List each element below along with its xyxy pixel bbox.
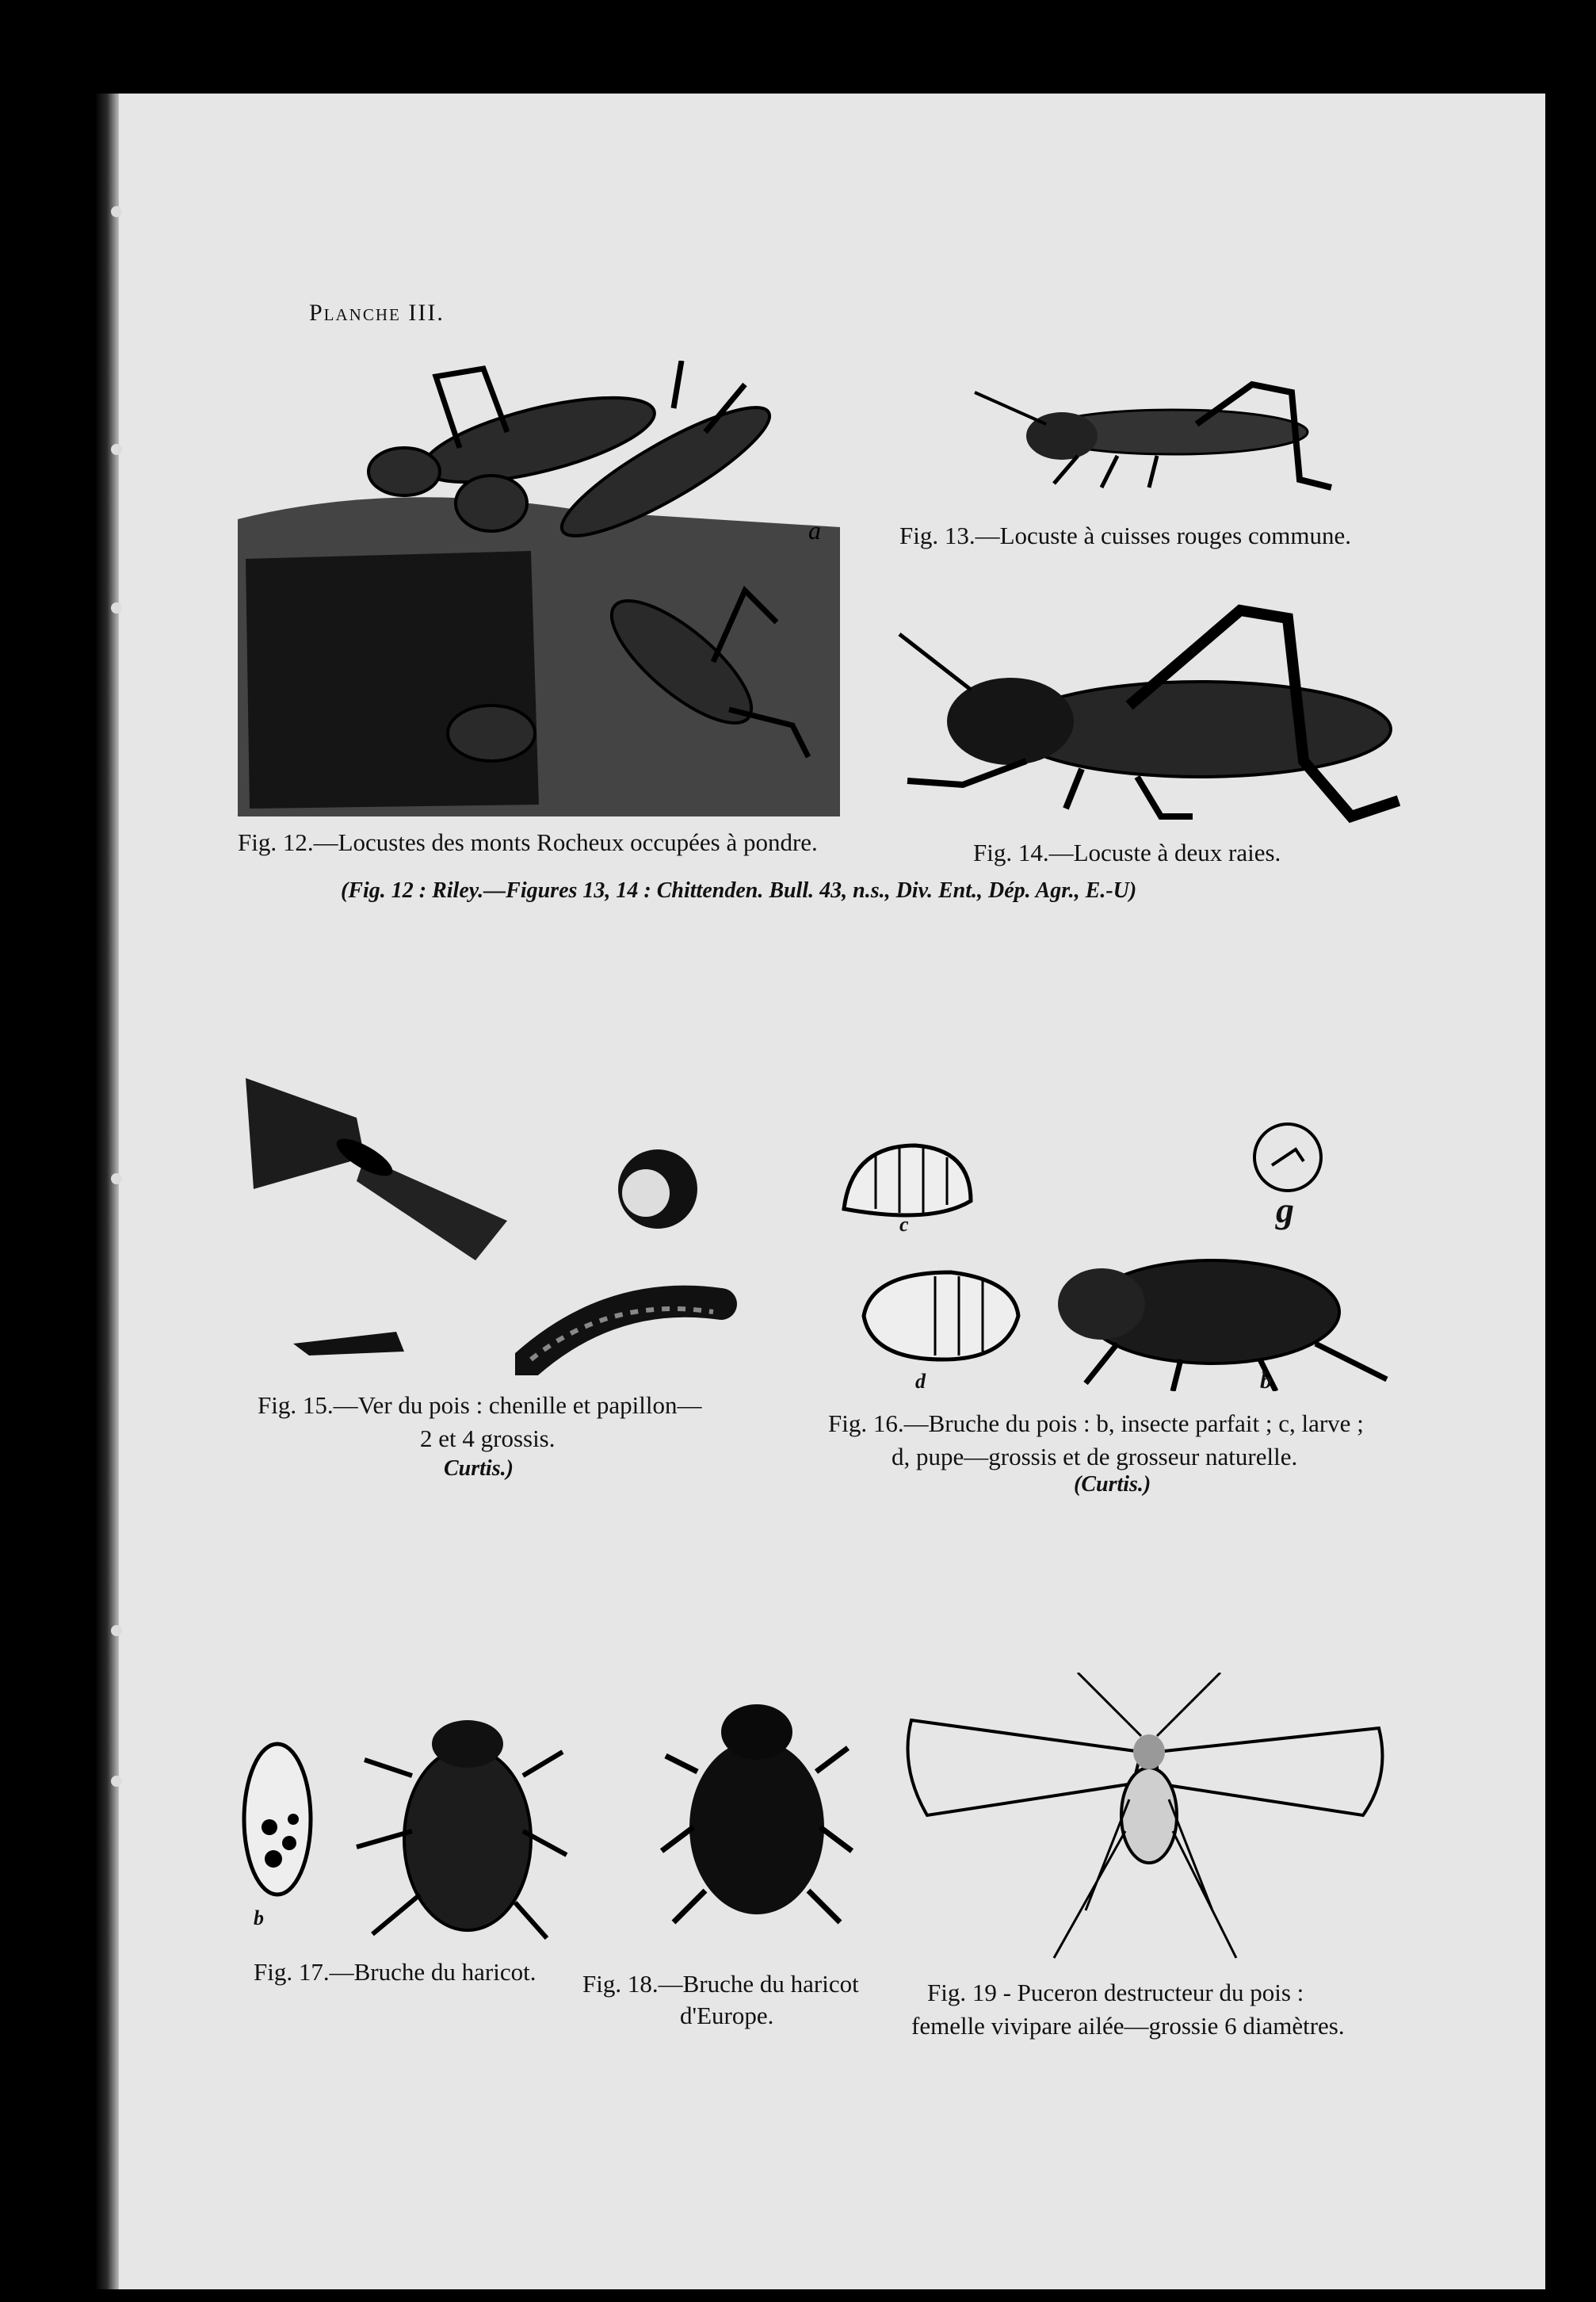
binding-hole [111,206,122,217]
fig13-caption: Fig. 13.—Locuste à cuisses rouges commune. [899,522,1351,549]
binding-hole [111,1776,122,1787]
fig15-caption-line2: 2 et 4 grossis. [420,1424,556,1452]
plate-title: Planche III. [309,300,445,326]
fig16-caption-line2: d, pupe—grossis et de grosseur naturelle. [892,1443,1298,1470]
fig16-credit: (Curtis.) [1074,1472,1151,1497]
binding-hole [111,444,122,455]
fig15-illustration moth-icon [238,1070,523,1268]
fig14-caption: Fig. 14.—Locuste à deux raies. [973,839,1281,866]
fig15-credit: Curtis.) [444,1456,514,1481]
fig15-caterpillar caterpillar-icon [515,1280,737,1375]
label-b-17: b [254,1906,264,1929]
book-gutter [0,94,119,2289]
label-b-16: b [1260,1367,1272,1394]
label-c: c [899,1213,909,1236]
fig15-small-moth moth-icon [293,1320,412,1359]
label-d: d [915,1370,926,1393]
fig12-illustration [238,361,840,816]
binding-hole [111,602,122,614]
fig18-caption-line1: Fig. 18.—Bruche du haricot [582,1970,859,1998]
fig15-pea [610,1141,721,1237]
binding-hole [111,1625,122,1636]
fig17-bean [238,1740,317,1899]
fig18-caption-line2: d'Europe. [680,2002,774,2029]
label-g: g [1276,1190,1294,1230]
fig16-lens-g [1248,1118,1327,1197]
fig16-beetle beetle-icon [1054,1241,1395,1391]
fig19-aphid aphid-icon [895,1673,1395,1966]
fig15-caption-line1: Fig. 15.—Ver du pois : chenille et papillon— [258,1391,702,1419]
fig16-caption-line1: Fig. 16.—Bruche du pois : b, insecte parfait ; c, larve ; [828,1409,1364,1437]
fig19-caption-line1: Fig. 19 - Puceron destructeur du pois : [927,1979,1304,2006]
label-a: a [808,516,821,545]
fig13-illustration grasshopper-icon [959,369,1339,495]
fig14-illustration grasshopper-icon [892,602,1407,832]
fig16-pupa [848,1264,1030,1367]
fig17-caption: Fig. 17.—Bruche du haricot. [254,1958,536,1986]
binding-hole [111,1173,122,1184]
fig17-beetle beetle-icon [349,1704,571,1942]
fig12-caption: Fig. 12.—Locustes des monts Rocheux occupées à pondre. [238,828,818,856]
fig18-beetle beetle-icon [658,1692,856,1930]
credit-top: (Fig. 12 : Riley.—Figures 13, 14 : Chittenden. Bull. 43, n.s., Div. Ent., Dép. Agr., E.-U) [341,878,1137,903]
fig19-caption-line2: femelle vivipare ailée—grossie 6 diamètres. [911,2012,1345,2040]
